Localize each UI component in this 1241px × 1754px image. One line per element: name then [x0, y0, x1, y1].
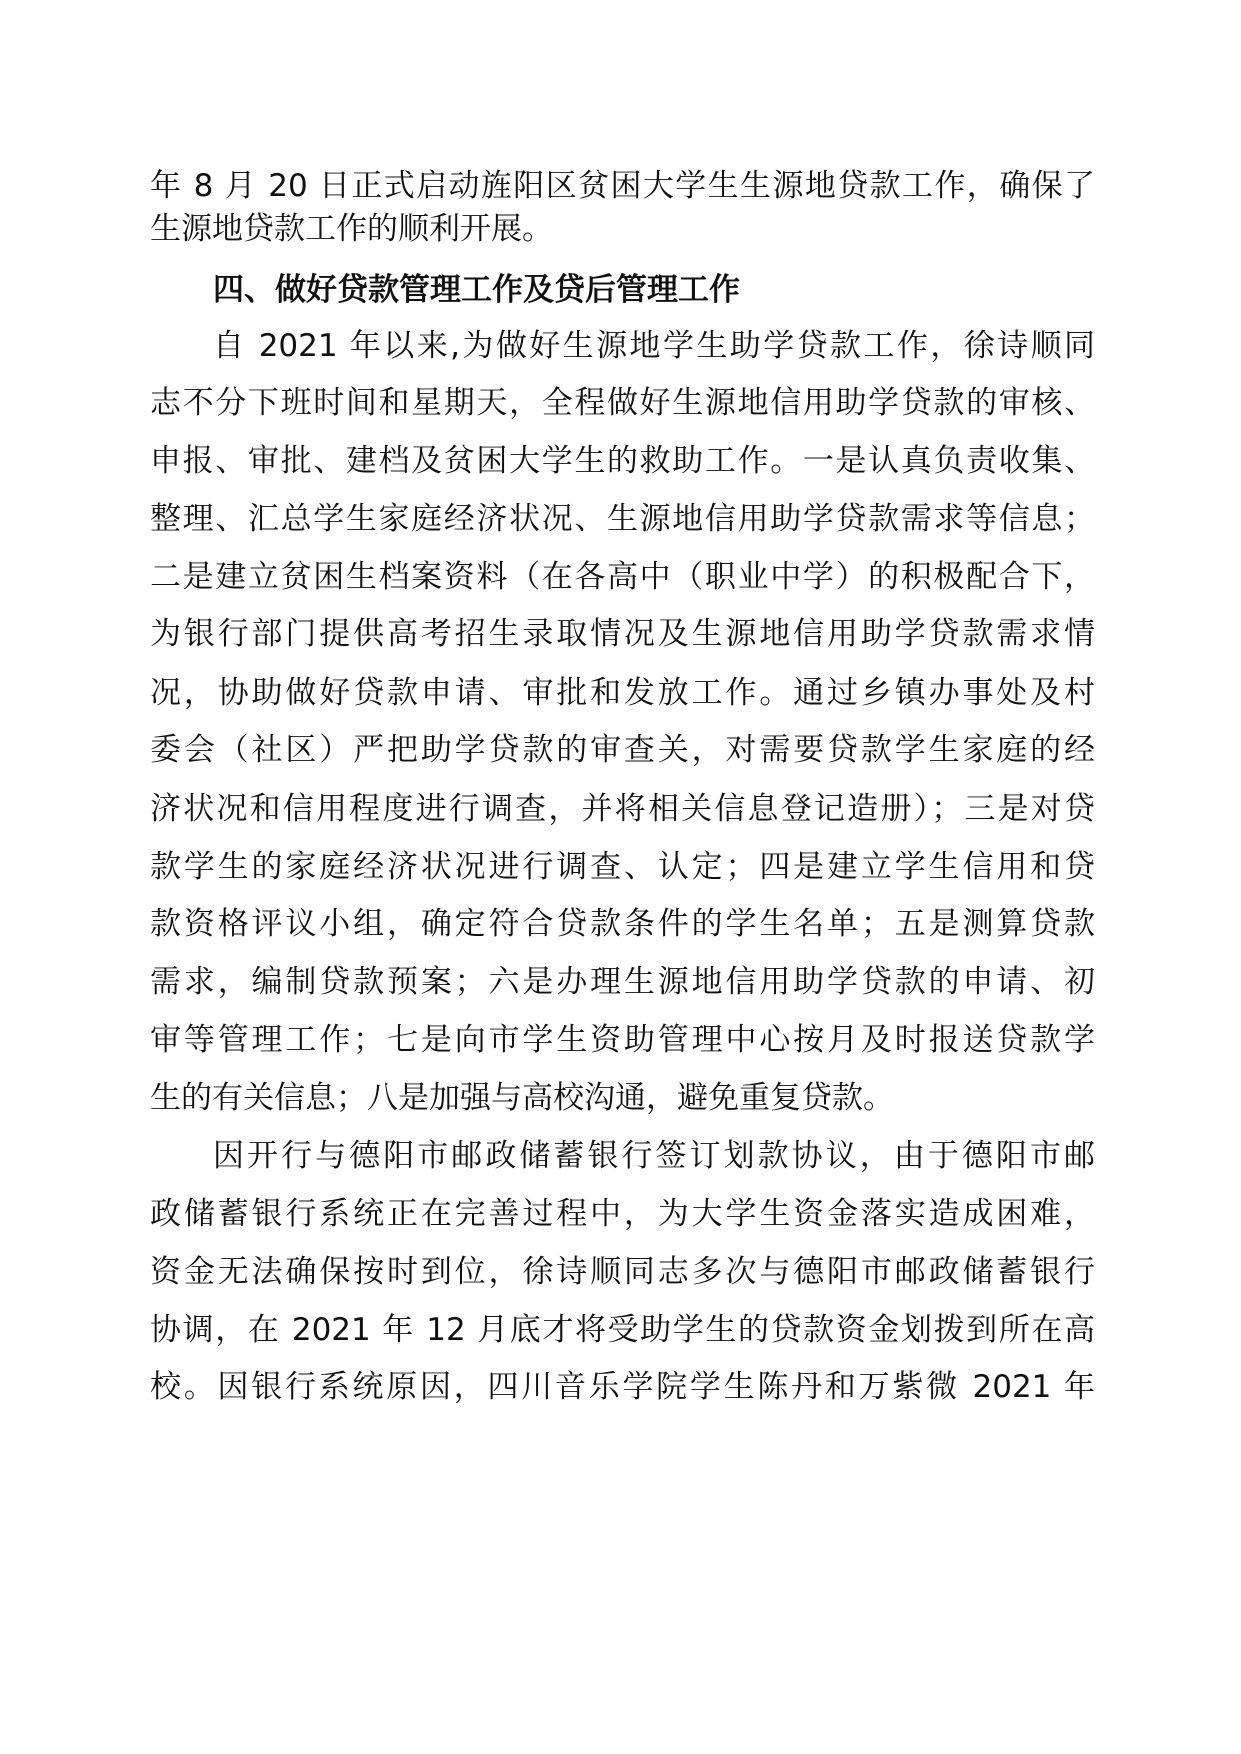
text-line-1: 年 8 月 20 日正式启动旌阳区贫困大学生生源地贷款工作，确保了 [150, 168, 1095, 204]
text-line-22: 校。因银行系统原因，四川音乐学院学生陈丹和万紫微 2021 年 [150, 1369, 1095, 1405]
text-line-14: 款资格评议小组，确定符合贷款条件的学生名单；五是测算贷款 [150, 906, 1095, 942]
text-line-5: 志不分下班时间和星期天，全程做好生源地信用助学贷款的审核、 [150, 385, 1095, 421]
text-line-20: 资金无法确保按时到位，徐诗顺同志多次与德阳市邮政储蓄银行 [150, 1254, 1095, 1290]
text-line-6: 申报、审批、建档及贫困大学生的救助工作。一是认真负责收集、 [150, 443, 1095, 479]
text-line-16: 审等管理工作；七是向市学生资助管理中心按月及时报送贷款学 [150, 1022, 1095, 1058]
text-line-15: 需求，编制贷款预案；六是办理生源地信用助学贷款的申请、初 [150, 964, 1095, 1000]
text-line-9: 为银行部门提供高考招生录取情况及生源地信用助学贷款需求情 [150, 616, 1095, 652]
text-line-11: 委会（社区）严把助学贷款的审查关，对需要贷款学生家庭的经 [150, 732, 1095, 768]
section-heading-4: 四、做好贷款管理工作及贷后管理工作 [213, 272, 740, 308]
text-line-18: 因开行与德阳市邮政储蓄银行签订划款协议，由于德阳市邮 [213, 1138, 1095, 1174]
text-line-10: 况，协助做好贷款申请、审批和发放工作。通过乡镇办事处及村 [150, 675, 1095, 711]
text-line-2: 生源地贷款工作的顺利开展。 [150, 211, 553, 247]
text-line-8: 二是建立贫困生档案资料（在各高中（职业中学）的积极配合下， [150, 559, 1095, 595]
text-line-19: 政储蓄银行系统正在完善过程中，为大学生资金落实造成困难， [150, 1196, 1095, 1232]
text-line-12: 济状况和信用程度进行调查，并将相关信息登记造册）；三是对贷 [150, 791, 1095, 827]
text-line-4: 自 2021 年以来,为做好生源地学生助学贷款工作，徐诗顺同 [213, 328, 1095, 364]
text-line-21: 协调，在 2021 年 12 月底才将受助学生的贷款资金划拨到所在高 [150, 1312, 1095, 1348]
text-line-13: 款学生的家庭经济状况进行调查、认定；四是建立学生信用和贷 [150, 849, 1095, 885]
text-line-7: 整理、汇总学生家庭经济状况、生源地信用助学贷款需求等信息； [150, 501, 1095, 537]
text-line-17: 生的有关信息；八是加强与高校沟通，避免重复贷款。 [150, 1080, 894, 1116]
